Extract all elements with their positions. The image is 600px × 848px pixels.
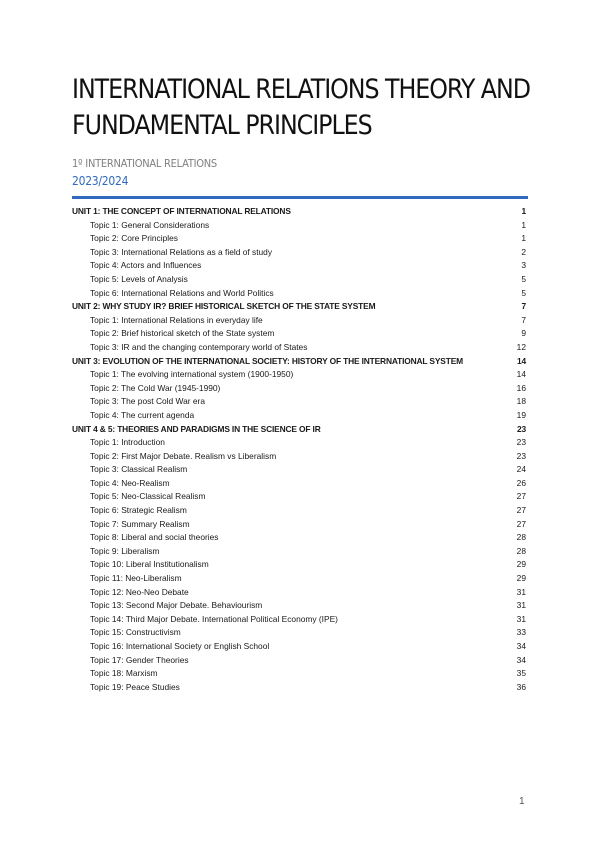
toc-entry-page-number: 24	[516, 464, 526, 475]
toc-entry-page-number: 31	[516, 600, 526, 611]
toc-entry-label: Topic 3: International Relations as a field of study	[90, 246, 273, 257]
toc-entry-page-number: 14	[516, 369, 526, 380]
toc-entry-page-number: 28	[516, 532, 526, 543]
toc-entry-label: Topic 4: The current agenda	[90, 409, 195, 420]
toc-entry-page-number: 36	[516, 681, 526, 692]
toc-entry-label: UNIT 1: THE CONCEPT OF INTERNATIONAL RELATIONS	[72, 206, 291, 216]
toc-entry-label: Topic 2: First Major Debate. Realism vs Liberalism	[90, 450, 277, 461]
toc-topic-entry[interactable]	[72, 368, 528, 382]
toc-topic-entry[interactable]	[72, 246, 528, 260]
toc-topic-entry[interactable]	[72, 395, 528, 409]
toc-entry-page-number: 23	[516, 423, 526, 434]
toc-topic-entry[interactable]	[72, 327, 528, 341]
document-title	[72, 72, 547, 144]
toc-entry-page-number: 35	[516, 668, 526, 679]
toc-entry-label: UNIT 4 & 5: THEORIES AND PARADIGMS IN THE SCIENCE OF IR	[72, 423, 321, 434]
toc-entry-page-number: 5	[521, 273, 526, 284]
toc-entry-label: Topic 7: Summary Realism	[90, 518, 190, 529]
academic-year: 2023/2024	[72, 174, 129, 188]
toc-entry-label: Topic 15: Constructivism	[90, 627, 181, 638]
footer-page-number: 1	[519, 796, 525, 807]
toc-topic-entry[interactable]	[72, 450, 528, 464]
toc-entry-page-number: 7	[521, 301, 526, 312]
toc-entry-page-number: 12	[516, 341, 526, 352]
toc-entry-page-number: 23	[516, 437, 526, 448]
toc-entry-label: Topic 4: Actors and Influences	[90, 260, 202, 271]
toc-entry-label: Topic 16: International Society or English School	[90, 641, 270, 651]
title-line-2: FUNDAMENTAL PRINCIPLES	[72, 110, 372, 141]
toc-topic-entry[interactable]	[72, 681, 528, 695]
toc-topic-entry[interactable]	[72, 586, 528, 600]
toc-topic-entry[interactable]	[72, 545, 528, 559]
toc-topic-entry[interactable]	[72, 558, 528, 572]
course-subtitle: 1º INTERNATIONAL RELATIONS	[72, 157, 217, 170]
toc-entry-label: Topic 5: Neo-Classical Realism	[90, 491, 206, 502]
toc-entry-label: Topic 2: The Cold War (1945-1990)	[90, 382, 221, 393]
toc-entry-page-number: 29	[516, 573, 526, 584]
table-of-contents	[72, 205, 528, 694]
toc-unit-entry[interactable]	[72, 355, 528, 369]
toc-unit-entry[interactable]	[72, 423, 528, 437]
toc-entry-page-number: 34	[516, 641, 526, 651]
toc-entry-label: Topic 10: Liberal Institutionalism	[90, 559, 209, 570]
toc-entry-label: Topic 8: Liberal and social theories	[90, 532, 219, 543]
toc-topic-entry[interactable]	[72, 382, 528, 396]
toc-topic-entry[interactable]	[72, 273, 528, 287]
toc-entry-page-number: 19	[516, 409, 526, 420]
toc-entry-page-number: 3	[521, 260, 526, 271]
toc-entry-label: Topic 12: Neo-Neo Debate	[90, 586, 189, 597]
toc-topic-entry[interactable]	[72, 341, 528, 355]
toc-topic-entry[interactable]	[72, 259, 528, 273]
toc-topic-entry[interactable]	[72, 599, 528, 613]
toc-entry-page-number: 16	[516, 382, 526, 393]
toc-entry-label: Topic 4: Neo-Realism	[90, 477, 170, 488]
title-line-1: INTERNATIONAL RELATIONS THEORY AND	[72, 74, 530, 105]
toc-entry-page-number: 2	[521, 246, 526, 257]
toc-topic-entry[interactable]	[72, 436, 528, 450]
toc-entry-page-number: 27	[516, 505, 526, 516]
toc-entry-label: Topic 9: Liberalism	[90, 545, 160, 556]
toc-topic-entry[interactable]	[72, 409, 528, 423]
toc-topic-entry[interactable]	[72, 490, 528, 504]
toc-entry-label: Topic 6: Strategic Realism	[90, 505, 187, 516]
toc-entry-label: Topic 3: Classical Realism	[90, 464, 188, 475]
toc-unit-entry[interactable]	[72, 205, 528, 219]
toc-entry-label: UNIT 2: WHY STUDY IR? BRIEF HISTORICAL SKETCH OF THE STATE SYSTEM	[72, 301, 376, 312]
toc-entry-label: Topic 2: Brief historical sketch of the State system	[90, 328, 275, 339]
toc-entry-page-number: 34	[516, 654, 526, 665]
toc-entry-page-number: 1	[521, 233, 526, 244]
toc-entry-page-number: 23	[516, 450, 526, 461]
toc-entry-label: Topic 1: General Considerations	[90, 219, 210, 230]
toc-entry-page-number: 31	[516, 613, 526, 624]
toc-topic-entry[interactable]	[72, 572, 528, 586]
toc-entry-page-number: 27	[516, 518, 526, 529]
toc-topic-entry[interactable]	[72, 219, 528, 233]
toc-topic-entry[interactable]	[72, 477, 528, 491]
toc-entry-page-number: 18	[516, 396, 526, 407]
toc-entry-page-number: 33	[516, 627, 526, 638]
toc-entry-label: Topic 18: Marxism	[90, 668, 158, 679]
toc-topic-entry[interactable]	[72, 531, 528, 545]
toc-entry-label: Topic 17: Gender Theories	[90, 654, 189, 665]
toc-topic-entry[interactable]	[72, 287, 528, 301]
toc-entry-page-number: 7	[521, 314, 526, 325]
toc-topic-entry[interactable]	[72, 232, 528, 246]
toc-topic-entry[interactable]	[72, 667, 528, 681]
toc-unit-entry[interactable]	[72, 300, 528, 314]
toc-entry-label: Topic 1: International Relations in everyday life	[90, 314, 263, 325]
toc-entry-page-number: 1	[521, 206, 526, 216]
toc-topic-entry[interactable]	[72, 640, 528, 654]
toc-entry-page-number: 5	[521, 287, 526, 298]
toc-entry-label: Topic 1: The evolving international system (1900-1950)	[90, 369, 294, 380]
toc-entry-page-number: 26	[516, 477, 526, 488]
toc-entry-page-number: 27	[516, 491, 526, 502]
toc-entry-label: Topic 19: Peace Studies	[90, 681, 180, 692]
toc-entry-page-number: 9	[521, 328, 526, 339]
toc-entry-label: Topic 13: Second Major Debate. Behaviourism	[90, 600, 263, 611]
toc-topic-entry[interactable]	[72, 314, 528, 328]
title-divider	[72, 196, 528, 199]
toc-entry-label: Topic 2: Core Principles	[90, 233, 178, 244]
toc-entry-page-number: 1	[521, 219, 526, 230]
toc-entry-label: Topic 14: Third Major Debate. International Political Economy (IPE)	[90, 613, 338, 624]
toc-topic-entry[interactable]	[72, 654, 528, 668]
toc-entry-label: Topic 3: IR and the changing contemporary world of States	[90, 341, 308, 352]
toc-entry-label: Topic 5: Levels of Analysis	[90, 273, 188, 284]
toc-entry-label: Topic 3: The post Cold War era	[90, 396, 205, 407]
toc-entry-label: UNIT 3: EVOLUTION OF THE INTERNATIONAL SOCIETY: HISTORY OF THE INTERNATIONAL SYSTEM	[72, 355, 463, 366]
toc-entry-page-number: 28	[516, 545, 526, 556]
toc-entry-page-number: 14	[516, 355, 526, 366]
toc-entry-label: Topic 6: International Relations and World Politics	[90, 287, 274, 298]
toc-topic-entry[interactable]	[72, 504, 528, 518]
toc-topic-entry[interactable]	[72, 613, 528, 627]
toc-entry-label: Topic 1: Introduction	[90, 437, 165, 448]
toc-entry-page-number: 31	[516, 586, 526, 597]
toc-topic-entry[interactable]	[72, 463, 528, 477]
toc-entry-page-number: 29	[516, 559, 526, 570]
toc-entry-label: Topic 11: Neo-Liberalism	[90, 573, 182, 584]
toc-topic-entry[interactable]	[72, 626, 528, 640]
toc-topic-entry[interactable]	[72, 518, 528, 532]
